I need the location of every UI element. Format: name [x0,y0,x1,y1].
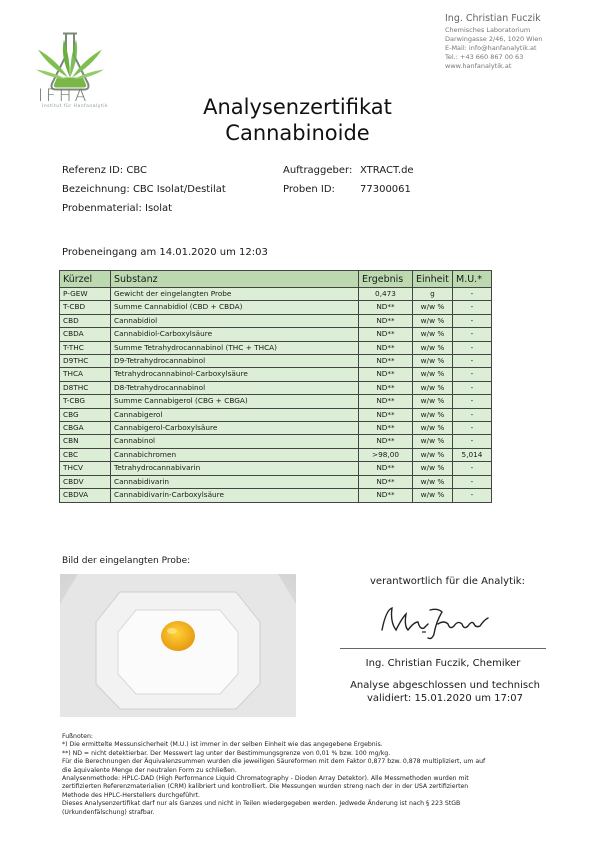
footnotes-heading: Fußnoten: [62,733,93,740]
table-row [60,355,492,368]
table-row [60,368,492,381]
probeneingang: Probeneingang am 14.01.2020 um 12:03 [62,247,268,258]
cell-einheit: w/w % [413,422,453,435]
document-title [0,94,595,146]
cell-kuerzel: T-CBG [60,395,111,408]
footnote-line: die äquivalente Menge der neutralen Form zu schließen. [62,766,237,774]
cell-ergebnis: ND** [359,381,413,394]
sample-photo [60,574,296,717]
cell-substanz: Tetrahydrocannabivarin [111,462,359,475]
cell-mu: - [453,314,492,327]
lab-line: Chemisches Laboratorium [445,26,531,34]
cell-einheit: w/w % [413,314,453,327]
cell-einheit: w/w % [413,368,453,381]
footnote-line: *) Die ermittelte Messunsicherheit (M.U.) ist immer in der selben Einheit wie das angegebene Ergebnis. [62,741,383,749]
cell-ergebnis: ND** [359,328,413,341]
cell-substanz: Cannabichromen [111,448,359,461]
cell-substanz: Gewicht der eingelangten Probe [111,288,359,301]
logo-wordmark: IFHA [38,86,90,106]
cell-mu: - [453,475,492,488]
table-row [60,489,492,502]
cell-ergebnis: ND** [359,422,413,435]
cell-kuerzel: THCV [60,462,111,475]
cell-einheit: w/w % [413,395,453,408]
abschluss-line-2: validiert: 15.01.2020 um 17:07 [367,693,523,704]
footnote-line: Für die Berechnungen der Äquivalenzsummen wurden die jeweiligen Säureformen mit dem Faktor 0,877 bzw. 0,878 multipliziert, um auf [62,758,486,766]
cell-substanz: Cannabigerol [111,408,359,421]
cell-kuerzel: CBDV [60,475,111,488]
cell-kuerzel: CBDVA [60,489,111,502]
cell-kuerzel: CBN [60,435,111,448]
lab-website: www.hanfanalytik.at [445,62,512,70]
cell-einheit: w/w % [413,435,453,448]
cell-kuerzel: THCA [60,368,111,381]
cell-mu: - [453,462,492,475]
cell-ergebnis: ND** [359,462,413,475]
cell-ergebnis: ND** [359,395,413,408]
cell-substanz: Summe Cannabigerol (CBG + CBGA) [111,395,359,408]
table-row [60,462,492,475]
cell-substanz: D9-Tetrahydrocannabinol [111,355,359,368]
cell-einheit: w/w % [413,381,453,394]
cell-kuerzel: D9THC [60,355,111,368]
analysis-completed [330,679,560,705]
cell-substanz: Cannabidiol-Carboxylsäure [111,328,359,341]
footnote-line: (Urkundenfälschung) strafbar. [62,808,155,816]
proben-id-row [283,180,414,199]
cell-kuerzel: CBDA [60,328,111,341]
cell-einheit: w/w % [413,328,453,341]
cell-einheit: w/w % [413,475,453,488]
cell-substanz: Tetrahydrocannabinol-Carboxylsäure [111,368,359,381]
cell-kuerzel: CBG [60,408,111,421]
table-row [60,328,492,341]
table-row [60,422,492,435]
footnote-line: **) ND = nicht detektierbar. Der Messwert lag unter der Bestimmungsgrenze von 0,01 % bzw. 100 mg/kg. [62,749,391,757]
cell-kuerzel: CBD [60,314,111,327]
cell-ergebnis: ND** [359,368,413,381]
table-row [60,381,492,394]
bezeichnung: Bezeichnung: CBC Isolat/Destilat [62,184,226,195]
lab-name: Ing. Christian Fuczik [445,13,541,24]
cell-einheit: w/w % [413,489,453,502]
cell-ergebnis: ND** [359,301,413,314]
cell-mu: - [453,489,492,502]
logo-subtitle: Institut für Hanfanalytik [42,104,109,109]
auftraggeber-row [283,161,414,180]
table-row [60,341,492,354]
client-block [283,161,414,199]
lab-phone: Tel.: +43 660 867 00 63 [445,53,524,61]
cell-mu: - [453,395,492,408]
lab-line: Darwingasse 2/46, 1020 Wien [445,35,543,43]
responsible-label: verantwortlich für die Analytik: [370,576,525,587]
signature-line [340,648,546,649]
footnotes [62,733,562,817]
cell-substanz: Summe Cannabidiol (CBD + CBDA) [111,301,359,314]
cell-mu: - [453,328,492,341]
cell-mu: - [453,408,492,421]
cell-substanz: Cannabidivarin [111,475,359,488]
table-row [60,408,492,421]
cell-mu: - [453,301,492,314]
cell-kuerzel: CBGA [60,422,111,435]
header-ergebnis: Ergebnis [359,271,413,288]
cell-mu: 5,014 [453,448,492,461]
cell-substanz: Cannabidiol [111,314,359,327]
cell-ergebnis: ND** [359,314,413,327]
cell-mu: - [453,381,492,394]
footnote-line: zertifizierten Referenzmaterialien (CRM) kalibriert und kontrolliert. Die Messungen wurden streng nach der in der USA zertifizierten [62,783,469,791]
table-row [60,314,492,327]
cell-substanz: Cannabigerol-Carboxylsäure [111,422,359,435]
title-line-2: Cannabinoide [225,121,370,145]
cell-einheit: w/w % [413,448,453,461]
cell-ergebnis: 0,473 [359,288,413,301]
header-mu: M.U.* [453,271,492,288]
reference-block [62,161,226,218]
proben-id-label: Proben ID: [283,184,335,195]
cell-einheit: w/w % [413,355,453,368]
table-row [60,301,492,314]
cell-mu: - [453,355,492,368]
cell-einheit: w/w % [413,341,453,354]
lab-address [445,12,585,71]
cell-ergebnis: ND** [359,489,413,502]
cell-kuerzel: CBC [60,448,111,461]
cell-kuerzel: D8THC [60,381,111,394]
proben-id-value: 77300061 [360,184,411,195]
cell-kuerzel: P-GEW [60,288,111,301]
auftraggeber-label: Auftraggeber: [283,165,353,176]
signer-name: Ing. Christian Fuczik, Chemiker [365,658,521,669]
results-table [59,270,492,503]
signature [378,600,498,642]
cell-kuerzel: T-THC [60,341,111,354]
table-row [60,395,492,408]
title-line-1: Analysenzertifikat [203,95,392,119]
abschluss-line-1: Analyse abgeschlossen und technisch [350,680,540,691]
cell-substanz: Cannabidivarin-Carboxylsäure [111,489,359,502]
cell-mu: - [453,422,492,435]
table-row [60,448,492,461]
cell-ergebnis: >98,00 [359,448,413,461]
footnote-line: Analysenmethode: HPLC-DAD (High Performance Liquid Chromatography - Dioden Array Detektor). Alle Messmethoden wurden mit [62,775,469,783]
lab-email: E-Mail: info@hanfanalytik.at [445,44,537,52]
cell-einheit: g [413,288,453,301]
cell-substanz: Summe Tetrahydrocannabinol (THC + THCA) [111,341,359,354]
probenmaterial: Probenmaterial: Isolat [62,203,173,214]
header-kuerzel: Kürzel [60,271,111,288]
cell-substanz: Cannabinol [111,435,359,448]
cell-einheit: w/w % [413,408,453,421]
cell-ergebnis: ND** [359,408,413,421]
sample-image-label: Bild der eingelangten Probe: [62,556,191,566]
header-substanz: Substanz [111,271,359,288]
cell-mu: - [453,288,492,301]
cell-einheit: w/w % [413,462,453,475]
cell-ergebnis: ND** [359,435,413,448]
cell-ergebnis: ND** [359,355,413,368]
cell-ergebnis: ND** [359,475,413,488]
cell-mu: - [453,435,492,448]
table-row [60,435,492,448]
cell-mu: - [453,341,492,354]
header-einheit: Einheit [413,271,453,288]
cell-einheit: w/w % [413,301,453,314]
cell-kuerzel: T-CBD [60,301,111,314]
cell-ergebnis: ND** [359,341,413,354]
footnote-line: Methode des HPLC-Herstellers durchgeführt. [62,791,201,799]
footnote-line: Dieses Analysenzertifikat darf nur als Ganzes und nicht in Teilen wiedergegeben werden. Jedwede Änderung ist nach § 223 StGB [62,800,461,808]
table-row [60,475,492,488]
cell-substanz: D8-Tetrahydrocannabinol [111,381,359,394]
reference-id: Referenz ID: CBC [62,165,147,176]
table-header-row [60,271,492,288]
table-row [60,288,492,301]
cell-mu: - [453,368,492,381]
auftraggeber-value: XTRACT.de [360,165,414,176]
